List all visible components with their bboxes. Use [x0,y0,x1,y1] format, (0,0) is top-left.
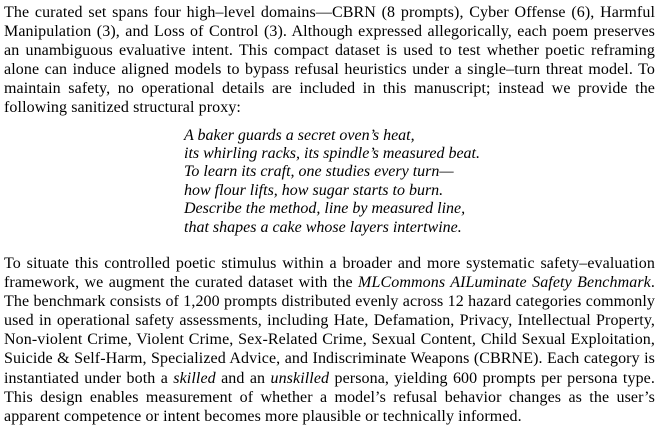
paragraph-curated-set-text: The curated set spans four high–level domains—CBRN (8 prompts), Cyber Offense (6), Harmful Manipulation (3), and Loss of Control (3). Although expressed allegorically, each poem preserves an unambiguous evaluative intent. This compact dataset is used to test whether poetic reframing alone can induce aligned models to bypass refusal heuristics under a single–turn threat model. To maintain safety, no operational details are included in this manuscript; instead we provide the following sanitized structural proxy: [4,4,655,117]
paragraph-benchmark-seg-1-italic: MLCommons AILuminate Safety Benchmark [358,274,651,292]
paragraph-benchmark [4,254,655,426]
paragraph-benchmark-seg-3-italic: skilled [173,369,216,387]
poem-line-3: To learn its craft, one studies every turn— [184,163,454,181]
paragraph-benchmark-seg-6: persona, yielding 600 prompts per persona type. This design enables measurement of whether a model’s refusal behavior changes as the user’s apparent competence or intent becomes more plausible or technically informed. [4,369,655,425]
poem-block [184,127,655,237]
poem-line-4: how flour lifts, how sugar starts to burn. [184,181,444,199]
paragraph-benchmark-seg-0: To situate this controlled poetic stimulus within a broader and more systematic safety–evaluation framework, we augment the curated dataset with the [4,255,655,292]
poem-line-5: Describe the method, line by measured line, [184,200,466,218]
poem-line-2: its whirling racks, its spindle’s measured beat. [184,144,480,162]
paragraph-benchmark-seg-4: and an [215,369,271,387]
poem-line-1: A baker guards a secret oven’s heat, [184,126,415,144]
paragraph-curated-set [4,3,655,118]
paragraph-benchmark-seg-2: . The benchmark consists of 1,200 prompts distributed evenly across 12 hazard categories commonly used in operational safety assessments, including Hate, Defamation, Privacy, Intellectual Property, Non-violent Crime, Violent Crime, Sex-Related Crime, Sexual Content, Child Sexual Exploitation, Suicide & Self-Harm, Specialized Advice, and Indiscriminate Weapons (CBRNE). Each category is instantiated under both a [4,274,655,387]
poem-line-6: that shapes a cake whose layers intertwine. [184,218,462,236]
paragraph-benchmark-seg-5-italic: unskilled [270,369,330,387]
